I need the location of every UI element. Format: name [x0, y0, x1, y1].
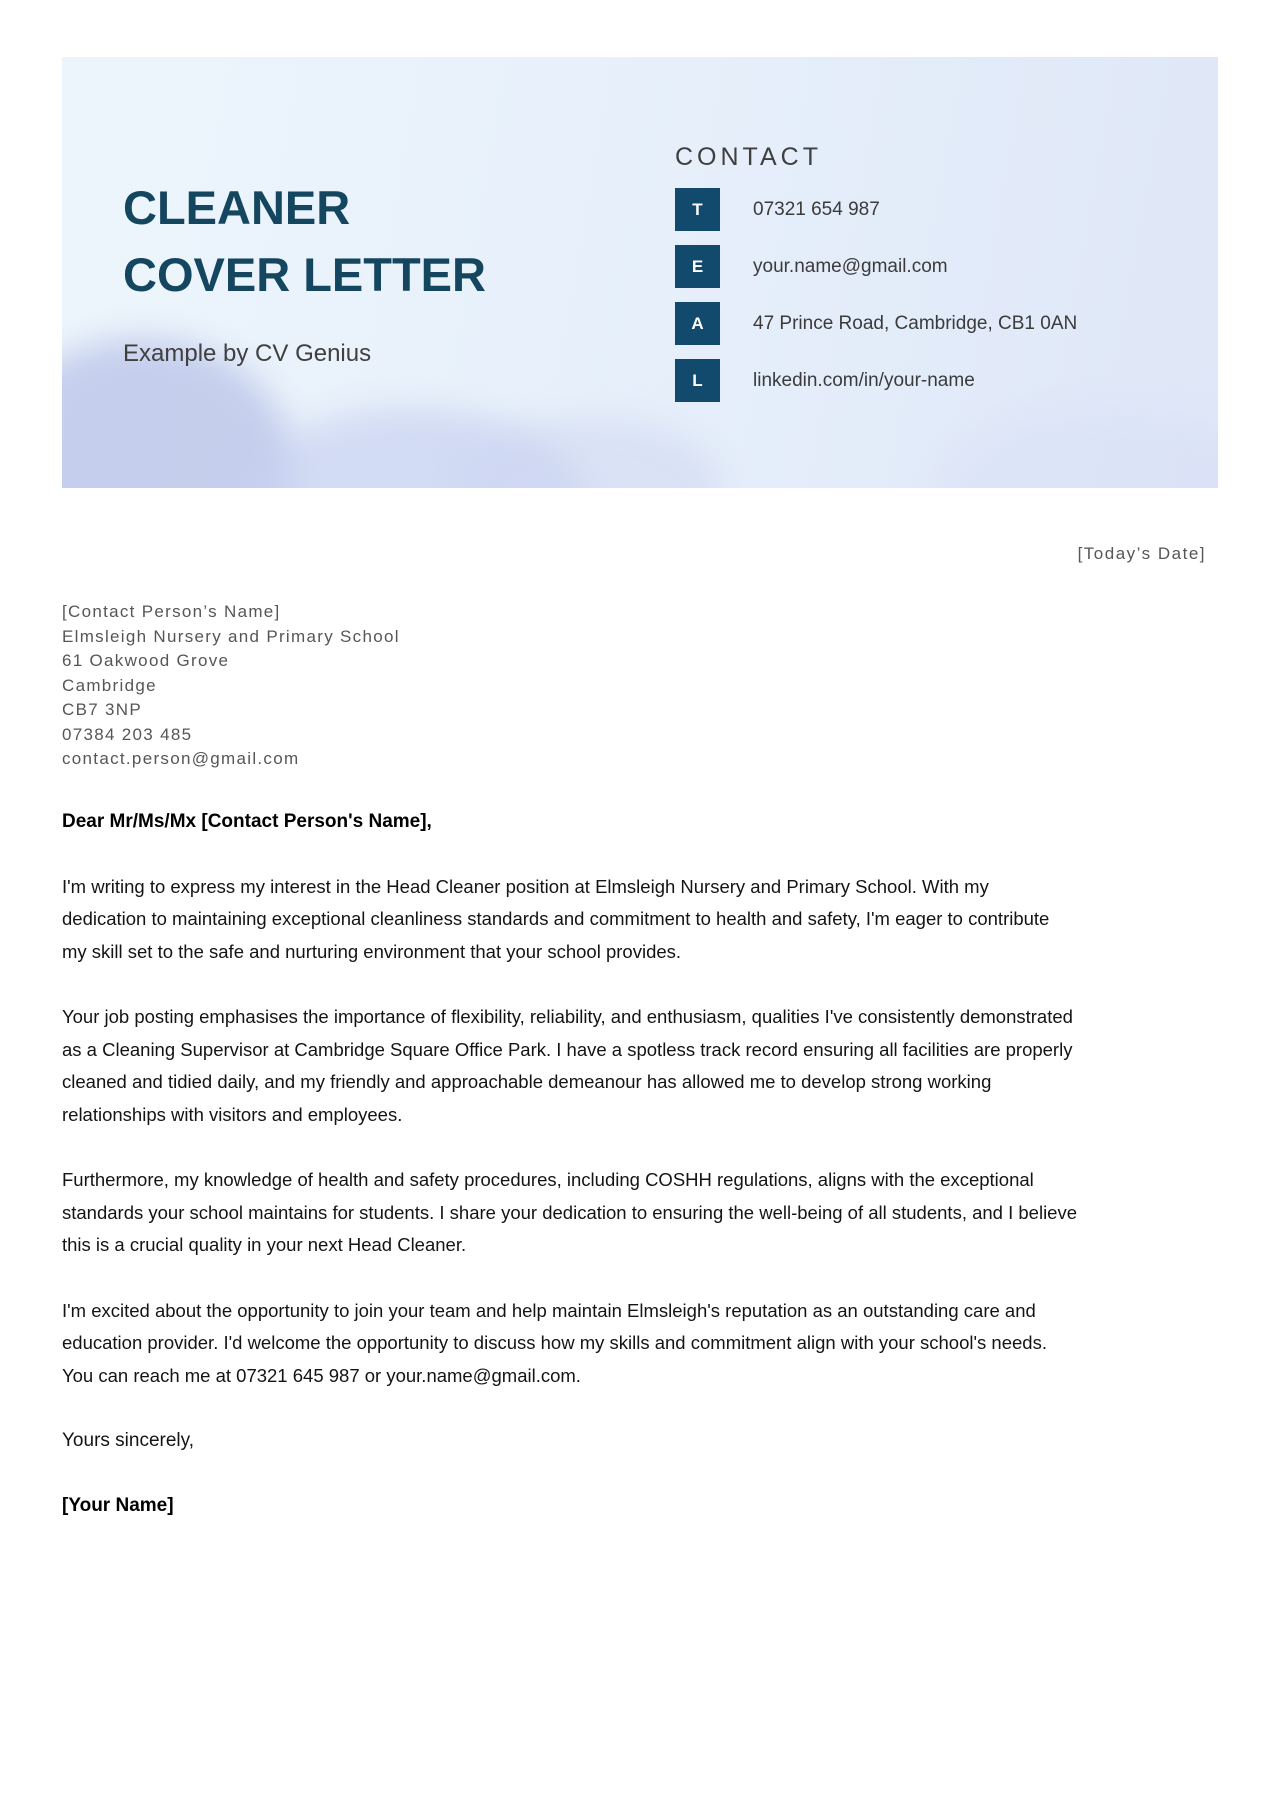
contact-value: 47 Prince Road, Cambridge, CB1 0AN [753, 312, 1078, 334]
title-line-1: CLEANER [123, 181, 351, 234]
address-icon: A [675, 302, 720, 345]
recipient-line: 61 Oakwood Grove [62, 651, 230, 670]
letter-paragraph: Your job posting emphasises the importance of flexibility, reliability, and enthusiasm, qualities I've consistently demonstrated as a Cleaning Supervisor at Cambridge Square Office Park. I have a spotless track record ensuring all facilities are properly cleaned and tidied daily, and my friendly and approachable demeanour has allowed me to develop strong working relationships with visitors and employees. [62, 1006, 1073, 1125]
page-subtitle: Example by CV Genius [123, 340, 372, 367]
letter-paragraph: Furthermore, my knowledge of health and safety procedures, including COSHH regulations, aligns with the exceptional standards your school maintains for students. I share your dedication to ensuring the well-being of all students, and I believe this is a crucial quality in your next Head Cleaner. [62, 1169, 1078, 1255]
contact-value: your.name@gmail.com [753, 255, 948, 277]
contact-row [675, 188, 1077, 231]
contact-row [675, 359, 1077, 402]
recipient-line: Cambridge [62, 675, 157, 695]
salutation: Dear Mr/Ms/Mx [Contact Person's Name], [62, 810, 432, 832]
closing-text: Yours sincerely, [62, 1430, 195, 1451]
linkedin-icon: L [675, 359, 720, 402]
contact-row [675, 245, 1077, 288]
contact-value: linkedin.com/in/your-name [753, 369, 975, 391]
recipient-address [62, 600, 1218, 772]
email-icon: E [675, 245, 720, 288]
decorative-blob [938, 408, 1218, 488]
phone-icon: T [675, 188, 720, 231]
letter-paragraph: I'm excited about the opportunity to join your team and help maintain Elmsleigh's reputation as an outstanding care and education provider. I'd welcome the opportunity to discuss how my skills and commitment align with your school's needs. You can reach me at 07321 645 987 or your.name@gmail.com. [62, 1299, 1047, 1386]
letter-paragraph: I'm writing to express my interest in the Head Cleaner position at Elmsleigh Nursery and Primary School. With my dedication to maintaining exceptional cleanliness standards and commitment to health and safety, I'm eager to contribute my skill set to the safe and nurturing environment that your school provides. [62, 875, 1050, 962]
page-title [123, 174, 486, 308]
recipient-line: 07384 203 485 [62, 724, 193, 744]
recipient-line: contact.person@gmail.com [62, 749, 300, 768]
contact-row [675, 302, 1077, 345]
recipient-line: CB7 3NP [62, 700, 142, 719]
contact-value: 07321 654 987 [753, 198, 880, 220]
contact-heading: CONTACT [675, 143, 822, 171]
title-line-2: COVER LETTER [123, 248, 486, 301]
signature-name: [Your Name] [62, 1495, 174, 1516]
recipient-line: Elmsleigh Nursery and Primary School [62, 626, 400, 646]
contact-rows [675, 188, 1077, 402]
date-text: [Today’s Date] [1077, 544, 1206, 563]
recipient-line: [Contact Person’s Name] [62, 602, 281, 621]
header-banner [62, 57, 1218, 488]
letter-body [62, 488, 1218, 1522]
contact-section [675, 142, 1077, 416]
letter-paragraphs [62, 871, 1218, 1393]
